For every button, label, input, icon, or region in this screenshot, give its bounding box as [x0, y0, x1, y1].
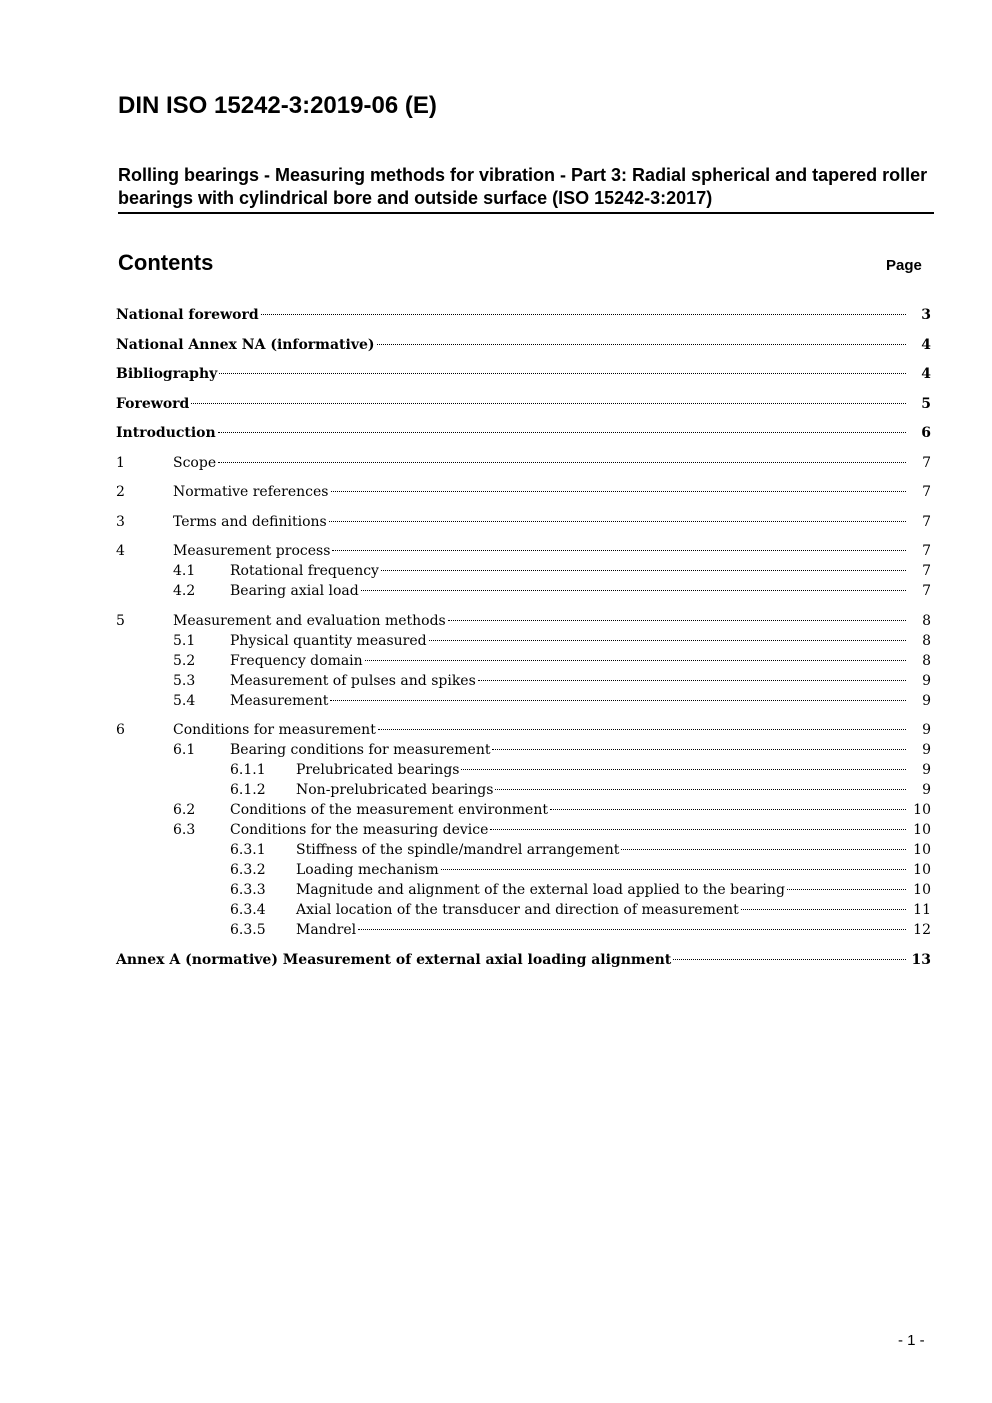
dot-leader [441, 869, 906, 870]
toc-entry[interactable] [116, 482, 931, 502]
toc-entry-page: 3 [921, 307, 931, 323]
dot-leader [495, 789, 906, 790]
toc-entry-title: Prelubricated bearings [296, 762, 460, 778]
dot-leader [429, 640, 906, 641]
toc-entry-number: 6.1.2 [230, 782, 266, 798]
dot-leader [461, 769, 906, 770]
toc-entry-title: Magnitude and alignment of the external load applied to the bearing [296, 882, 785, 898]
toc-entry-page: 10 [913, 842, 931, 858]
toc-entry-number: 6.3.2 [230, 862, 266, 878]
toc-entry-number: 5.2 [173, 652, 196, 669]
toc-entry-title: Introduction [116, 425, 216, 441]
toc-entry-number: 6.3.3 [230, 882, 266, 898]
toc-entry-number: 6.3.4 [230, 902, 266, 918]
toc-entry-number: 5.1 [173, 632, 196, 649]
toc-entry-number: 4 [116, 543, 125, 559]
dot-leader [377, 344, 906, 345]
toc-entry[interactable] [116, 364, 931, 384]
toc-entry-title: Foreword [116, 395, 190, 412]
dot-leader [492, 749, 906, 750]
toc-entry-number: 1 [116, 454, 125, 471]
table-of-contents [116, 305, 931, 970]
toc-entry[interactable] [116, 305, 931, 325]
toc-entry-title: Axial location of the transducer and direction of measurement [296, 902, 739, 918]
dot-leader [550, 809, 906, 810]
toc-entry-page: 6 [921, 425, 931, 441]
toc-entry[interactable] [116, 394, 931, 414]
dot-leader [448, 620, 906, 621]
toc-entry[interactable] [116, 581, 931, 601]
toc-entry[interactable] [116, 760, 931, 780]
toc-entry-number: 6.1 [173, 742, 196, 758]
toc-entry-page: 7 [922, 563, 931, 579]
toc-entry[interactable] [116, 561, 931, 581]
dot-leader [331, 491, 907, 492]
toc-entry-number: 3 [116, 513, 125, 530]
toc-entry[interactable] [116, 820, 931, 840]
toc-entry-title: Stiffness of the spindle/mandrel arrangement [296, 842, 620, 858]
toc-entry-page: 7 [922, 454, 931, 471]
toc-entry-page: 7 [922, 543, 931, 559]
dot-leader [358, 929, 906, 930]
dot-leader [330, 700, 906, 701]
toc-entry-page: 9 [922, 692, 931, 709]
toc-entry[interactable] [116, 453, 931, 473]
toc-entry-title: Conditions of the measurement environment [230, 802, 548, 818]
toc-entry-title: Bibliography [116, 366, 218, 382]
dot-leader [787, 889, 906, 890]
toc-entry-page: 7 [922, 583, 931, 599]
toc-entry-title: Measurement and evaluation methods [173, 612, 446, 629]
document-id: DIN ISO 15242-3:2019-06 (E) [118, 92, 437, 119]
toc-entry-page: 7 [922, 484, 931, 500]
dot-leader [621, 849, 906, 850]
toc-entry[interactable] [116, 840, 931, 860]
toc-entry[interactable] [116, 900, 931, 920]
toc-entry-page: 9 [922, 672, 931, 689]
toc-entry-page: 9 [922, 742, 931, 758]
toc-entry-page: 4 [921, 336, 931, 353]
toc-entry-number: 4.2 [173, 583, 196, 599]
toc-entry-number: 5.3 [173, 672, 196, 689]
dot-leader [381, 570, 906, 571]
page-number: - 1 - [898, 1332, 925, 1349]
toc-entry-number: 6.3.1 [230, 842, 266, 858]
toc-entry[interactable] [116, 335, 931, 355]
dot-leader [332, 550, 906, 551]
dot-leader [361, 590, 906, 591]
toc-entry-page: 9 [922, 722, 931, 738]
toc-entry-title: Rotational frequency [230, 563, 379, 579]
toc-entry-title: Scope [173, 454, 217, 471]
toc-entry-page: 5 [921, 395, 931, 412]
dot-leader [218, 432, 906, 433]
toc-entry-title: Conditions for measurement [173, 722, 376, 738]
toc-entry-title: Physical quantity measured [230, 632, 427, 649]
toc-entry-title: Non-prelubricated bearings [296, 782, 494, 798]
toc-entry-title: Loading mechanism [296, 862, 439, 878]
toc-entry-page: 4 [921, 366, 931, 382]
toc-entry[interactable] [116, 671, 931, 691]
dot-leader [261, 314, 906, 315]
dot-leader [741, 909, 906, 910]
toc-entry-title: Measurement process [173, 543, 331, 559]
toc-entry-number: 6.2 [173, 802, 196, 818]
toc-entry-number: 6.3.5 [230, 922, 266, 938]
toc-entry-title: National Annex NA (informative) [116, 336, 375, 353]
toc-entry-number: 6.1.1 [230, 762, 266, 778]
toc-entry[interactable] [116, 423, 931, 443]
toc-entry[interactable] [116, 541, 931, 561]
toc-entry-title: Mandrel [296, 922, 357, 938]
document-title: Rolling bearings - Measuring methods for vibration - Part 3: Radial spherical and tapered roller bearings with cylindrical bore and outside surface (ISO 15242-3:2017) [118, 164, 934, 214]
toc-entry-number: 2 [116, 484, 125, 500]
toc-entry-title: Measurement [230, 692, 329, 709]
dot-leader [219, 373, 906, 374]
toc-entry[interactable] [116, 512, 931, 532]
toc-entry-title: Terms and definitions [173, 513, 327, 530]
toc-entry-number: 6 [116, 722, 125, 738]
toc-entry[interactable] [116, 720, 931, 740]
dot-leader [490, 829, 906, 830]
toc-entry[interactable] [116, 860, 931, 880]
dot-leader [673, 959, 906, 960]
toc-entry[interactable] [116, 950, 931, 970]
toc-entry-page: 9 [922, 762, 931, 778]
dot-leader [218, 462, 906, 463]
toc-entry-page: 8 [922, 652, 931, 669]
toc-entry-page: 12 [913, 922, 931, 938]
toc-entry-title: Annex A (normative) Measurement of external axial loading alignment [116, 951, 672, 968]
toc-entry-title: Frequency domain [230, 652, 363, 669]
toc-entry[interactable] [116, 651, 931, 671]
toc-entry[interactable] [116, 920, 931, 940]
toc-entry[interactable] [116, 611, 931, 631]
toc-entry-number: 5 [116, 612, 125, 629]
toc-entry-page: 7 [922, 513, 931, 530]
toc-entry-title: Measurement of pulses and spikes [230, 672, 476, 689]
dot-leader [365, 660, 906, 661]
contents-heading: Contents [118, 250, 214, 275]
dot-leader [191, 403, 906, 404]
toc-entry-page: 11 [913, 902, 931, 918]
toc-entry-number: 6.3 [173, 822, 196, 838]
toc-entry[interactable] [116, 880, 931, 900]
dot-leader [478, 680, 906, 681]
toc-entry-number: 4.1 [173, 563, 196, 579]
toc-entry-page: 9 [922, 782, 931, 798]
toc-entry[interactable] [116, 631, 931, 651]
toc-entry-title: Bearing axial load [230, 583, 359, 599]
toc-entry-title: Conditions for the measuring device [230, 822, 489, 838]
dot-leader [378, 729, 906, 730]
toc-entry[interactable] [116, 691, 931, 711]
toc-entry-page: 8 [922, 632, 931, 649]
dot-leader [329, 521, 906, 522]
toc-entry-number: 5.4 [173, 692, 196, 709]
toc-entry-page: 10 [913, 802, 931, 818]
toc-entry-title: National foreword [116, 307, 259, 323]
toc-entry-page: 10 [913, 822, 931, 838]
toc-entry-title: Bearing conditions for measurement [230, 742, 491, 758]
toc-entry-page: 10 [913, 862, 931, 878]
page-column-label: Page [886, 257, 922, 274]
toc-entry[interactable] [116, 740, 931, 760]
toc-entry-page: 10 [913, 882, 931, 898]
toc-entry[interactable] [116, 800, 931, 820]
toc-entry[interactable] [116, 780, 931, 800]
toc-entry-page: 8 [922, 612, 931, 629]
toc-entry-title: Normative references [173, 484, 329, 500]
toc-entry-page: 13 [911, 951, 931, 968]
